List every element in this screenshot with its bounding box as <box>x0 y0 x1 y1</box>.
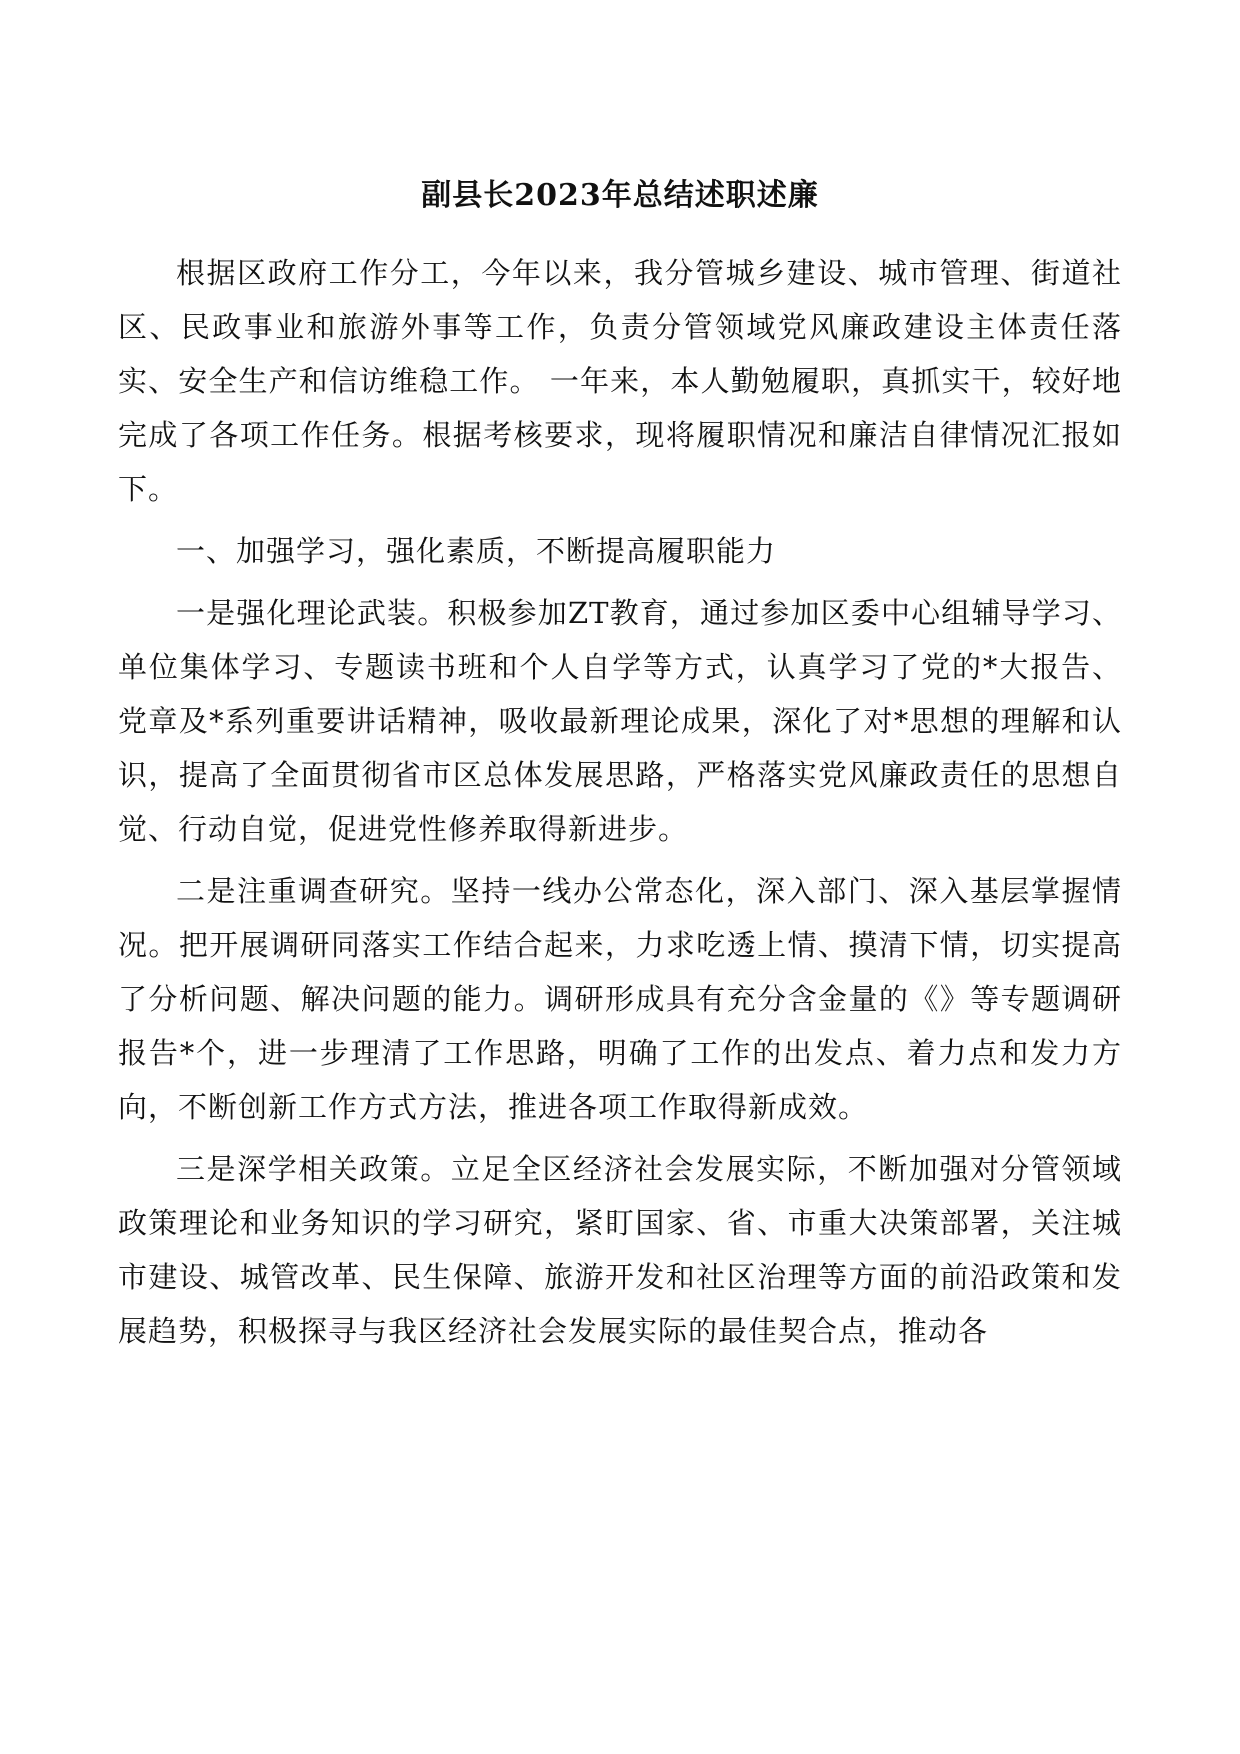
paragraph-theory: 一是强化理论武装。积极参加ZT教育，通过参加区委中心组辅导学习、单位集体学习、专题读书班和个人自学等方式，认真学习了党的*大报告、党章及*系列重要讲话精神，吸收最新理论成果，深化了对*思想的理解和认识，提高了全面贯彻省市区总体发展思路，严格落实党风廉政责任的思想自觉、行动自觉，促进党性修养取得新进步。 <box>118 596 1122 846</box>
paragraph-intro: 根据区政府工作分工，今年以来，我分管城乡建设、城市管理、街道社区、民政事业和旅游外事等工作，负责分管领域党风廉政建设主体责任落实、安全生产和信访维稳工作。 一年来，本人勤勉履职，真抓实干，较好地完成了各项工作任务。根据考核要求，现将履职情况和廉洁自律情况汇报如下。 <box>118 256 1122 506</box>
section-heading-1: 一、加强学习，强化素质，不断提高履职能力 <box>176 534 777 568</box>
document-body <box>118 246 1122 1366</box>
document-title: 副县长2023年总结述职述廉 <box>421 178 819 213</box>
paragraph-policy: 三是深学相关政策。立足全区经济社会发展实际，不断加强对分管领域政策理论和业务知识的学习研究，紧盯国家、省、市重大决策部署，关注城市建设、城管改革、民生保障、旅游开发和社区治理等方面的前沿政策和发展趋势，积极探寻与我区经济社会发展实际的最佳契合点，推动各 <box>118 1152 1122 1348</box>
paragraph-research: 二是注重调查研究。坚持一线办公常态化，深入部门、深入基层掌握情况。把开展调研同落实工作结合起来，力求吃透上情、摸清下情，切实提高了分析问题、解决问题的能力。调研形成具有充分含金量的《》等专题调研报告*个，进一步理清了工作思路，明确了工作的出发点、着力点和发力方向，不断创新工作方式方法，推进各项工作取得新成效。 <box>118 874 1122 1124</box>
